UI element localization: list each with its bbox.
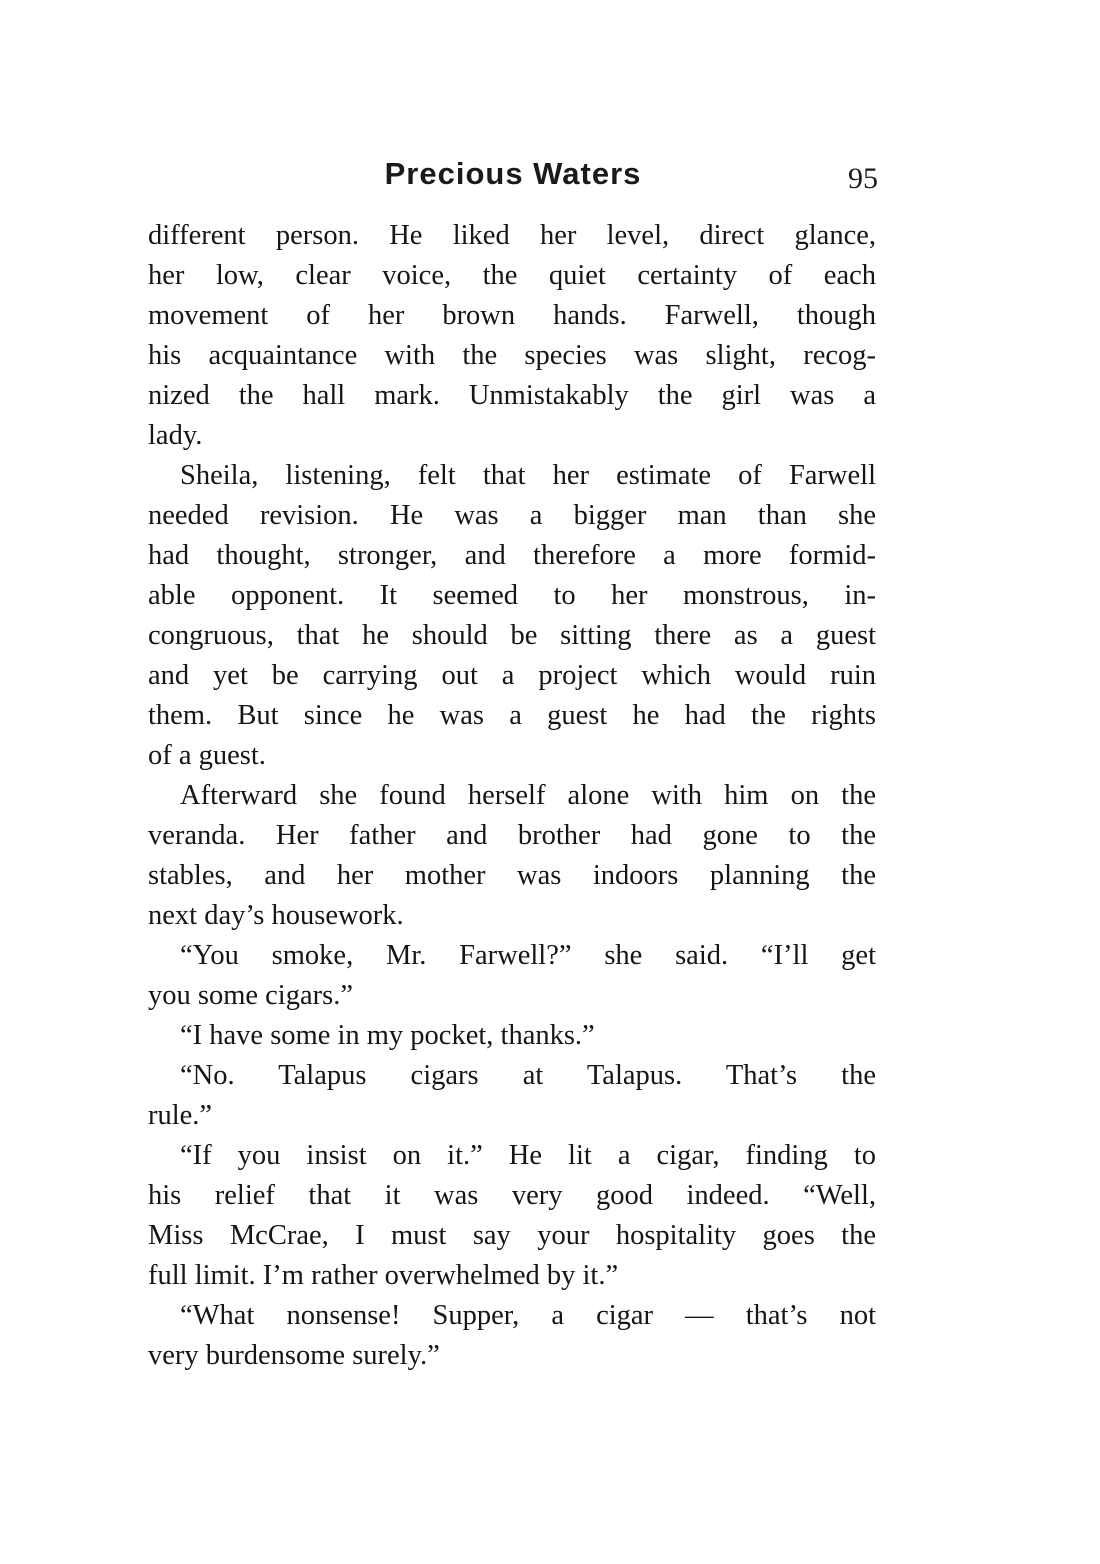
paragraph-1	[148, 216, 876, 456]
text-line: nized the hall mark. Unmistakably the girl was a	[148, 380, 876, 411]
text-line: congruous, that he should be sitting there as a guest	[148, 620, 876, 651]
paragraph-4	[148, 936, 876, 1016]
text-line: rule.”	[148, 1100, 213, 1131]
paragraph-5	[148, 1016, 876, 1056]
paragraph-3	[148, 776, 876, 936]
text-line: and yet be carrying out a project which would ruin	[148, 660, 876, 691]
text-line: “If you insist on it.” He lit a cigar, finding to	[180, 1140, 876, 1171]
text-line: next day’s housework.	[148, 900, 404, 931]
text-line: stables, and her mother was indoors planning the	[148, 860, 876, 891]
text-line: veranda. Her father and brother had gone to the	[148, 820, 876, 851]
text-line: his relief that it was very good indeed. “Well,	[148, 1180, 876, 1211]
paragraph-6	[148, 1056, 876, 1136]
running-title: Precious Waters	[384, 156, 642, 191]
text-line: her low, clear voice, the quiet certainty of each	[148, 260, 876, 291]
text-line: his acquaintance with the species was slight, recog-	[148, 340, 876, 371]
paragraph-7	[148, 1136, 876, 1296]
text-line: movement of her brown hands. Farwell, though	[148, 300, 876, 331]
text-line: lady.	[148, 420, 203, 451]
text-line: of a guest.	[148, 740, 266, 771]
text-line: had thought, stronger, and therefore a more formid-	[148, 540, 876, 571]
paragraph-8	[148, 1296, 876, 1376]
running-head	[148, 150, 878, 200]
text-line: needed revision. He was a bigger man than she	[148, 500, 876, 531]
text-line: “No. Talapus cigars at Talapus. That’s the	[180, 1060, 876, 1091]
page-number: 95	[848, 162, 878, 195]
text-line: able opponent. It seemed to her monstrous, in-	[148, 580, 876, 611]
body-text	[148, 216, 876, 1376]
text-line: “You smoke, Mr. Farwell?” she said. “I’ll get	[180, 940, 876, 971]
text-line: very burdensome surely.”	[148, 1340, 440, 1371]
text-line: “I have some in my pocket, thanks.”	[180, 1020, 595, 1051]
paragraph-2	[148, 456, 876, 776]
text-line: full limit. I’m rather overwhelmed by it.”	[148, 1260, 619, 1291]
text-line: you some cigars.”	[148, 980, 353, 1011]
text-line: Afterward she found herself alone with him on the	[180, 780, 876, 811]
text-line: them. But since he was a guest he had the rights	[148, 700, 876, 731]
text-line: Miss McCrae, I must say your hospitality goes the	[148, 1220, 876, 1251]
text-line: Sheila, listening, felt that her estimate of Farwell	[180, 460, 876, 491]
text-line: “What nonsense! Supper, a cigar — that’s not	[180, 1300, 876, 1331]
text-line: different person. He liked her level, direct glance,	[148, 220, 876, 251]
